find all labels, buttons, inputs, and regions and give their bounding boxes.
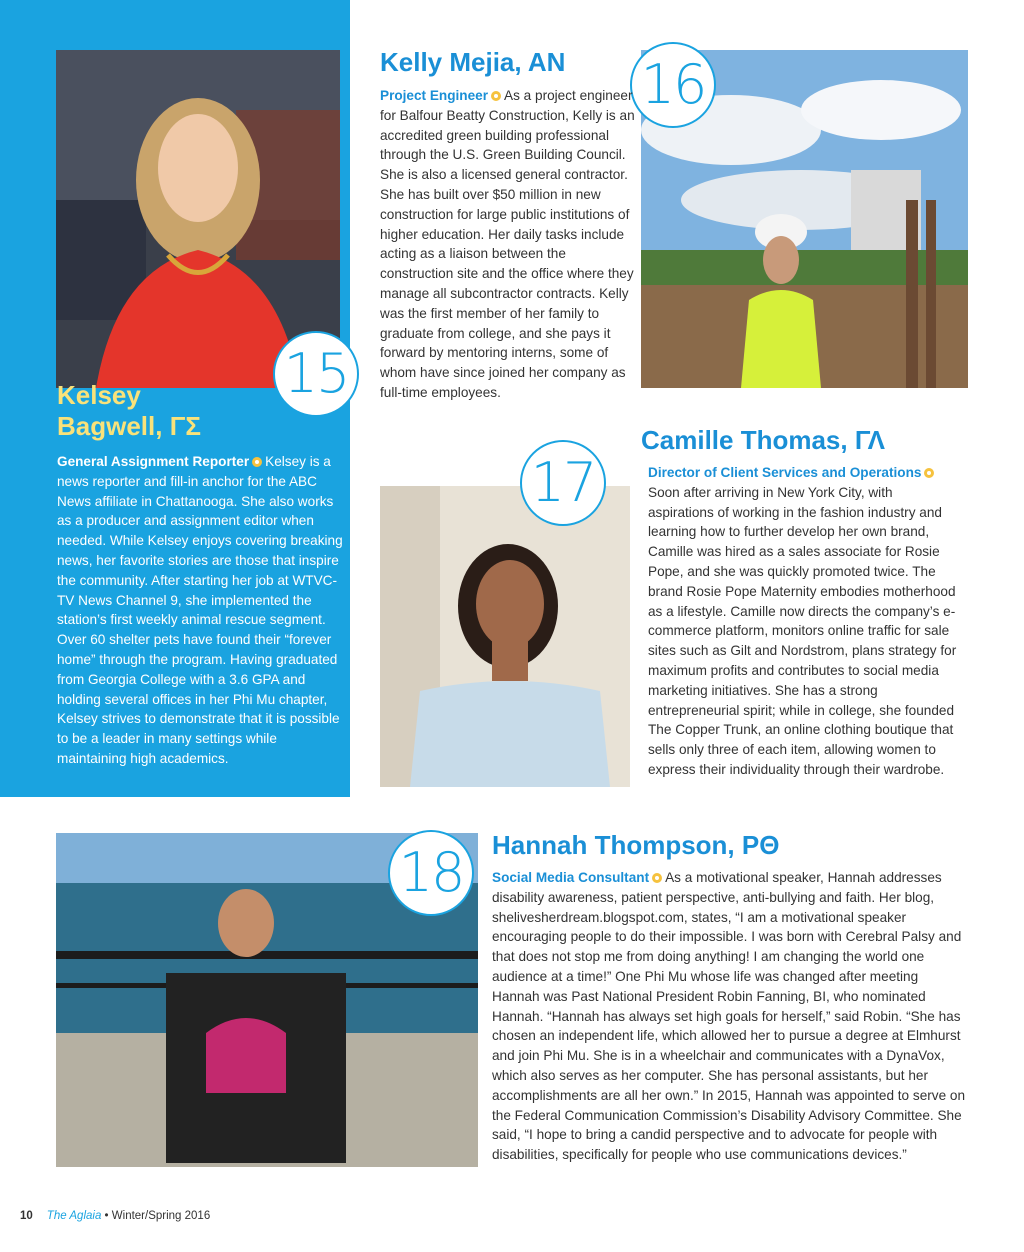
job-title: Director of Client Services and Operations xyxy=(648,465,922,480)
number-badge-15: 15 xyxy=(273,331,359,417)
job-title: Social Media Consultant xyxy=(492,870,650,885)
number-badge-16: 16 xyxy=(630,42,716,128)
issue-label: Winter/Spring 2016 xyxy=(111,1210,211,1222)
job-title: Project Engineer xyxy=(380,88,489,103)
profile-name-hannah: Hannah Thompson, PΘ xyxy=(492,830,780,860)
profile-bio-kelsey xyxy=(57,452,347,769)
profile-name-kelsey xyxy=(57,380,201,442)
profile-bio-camille xyxy=(648,463,962,780)
bio-text: Soon after arriving in New York City, with aspirations of working in the fashion industry and learning how to further develop her own brand, Camille was hired as a sales associate for Rosie Pope, and she was quickly promoted twice. The brand Rosie Pope Maternity embodies motherhood as a lifestyle. Camille now directs the company’s e-commerce platform, monitors online traffic for sale sites such as Gilt and Nordstrom, plans strategy for maximum profits and contributes to social media marketing initiatives. She has a strong entrepreneurial spirit; while in college, she founded The Copper Trunk, an online clothing boutique that sells only three of each item, allowing women to express their individuality through their wardrobe. xyxy=(648,484,957,777)
bio-text: Kelsey is a news reporter and fill-in anchor for the ABC News affiliate in Chattanooga. She also works as a producer and assignment editor when needed. While Kelsey enjoys covering breaking news, her favorite stories are those that inspire the community. After starting her job at WTVC-TV News Channel 9, she implemented the station’s first weekly animal rescue segment. Over 60 shelter pets have found their “forever home” through the program. Having graduated from Georgia College with a 3.6 GPA and holding several offices in her Phi Mu chapter, Kelsey strives to demonstrate that it is possible to be a leader in many settings while maintaining high academics. xyxy=(57,454,343,766)
profile-name-camille: Camille Thomas, ΓΛ xyxy=(641,425,885,455)
bullet-icon xyxy=(252,457,262,467)
profile-name-kelly: Kelly Mejia, AN xyxy=(380,47,566,77)
job-title: General Assignment Reporter xyxy=(57,454,250,469)
name-line-2: Bagwell, ΓΣ xyxy=(57,411,201,442)
name-line-1: Kelsey xyxy=(57,380,141,410)
number-badge-17: 17 xyxy=(520,440,606,526)
number-badge-18: 18 xyxy=(388,830,474,916)
bullet-icon xyxy=(652,873,662,883)
profile-bio-hannah xyxy=(492,868,966,1165)
page-footer xyxy=(20,1210,210,1222)
profile-bio-kelly xyxy=(380,86,635,403)
footer-separator: • xyxy=(101,1210,112,1222)
bio-text: As a project engineer for Balfour Beatty Construction, Kelly is an accredited green building professional through the U.S. Green Building Council. She is also a licensed general contractor. She has built over $50 million in new construction for large public institutions of higher education. Her daily tasks include acting as a liaison between the construction site and the office where they manage all subcontractor contracts. Kelly was the first member of her family to graduate from college, and she pays it forward by mentoring interns, some of whom have since joined her company as full-time employees. xyxy=(380,88,635,400)
bullet-icon xyxy=(924,468,934,478)
bullet-icon xyxy=(491,91,501,101)
bio-text: As a motivational speaker, Hannah addresses disability awareness, patient perspective, anti-bullying and faith. Her blog, shelivesherdream.blogspot.com, states, “I am a motivational speaker encouraging people to do their impossible. I was born with Cerebral Palsy and that does not stop me from doing anything! I am changing the world one audience at a time!” One Phi Mu whose life was changed after meeting Hannah was Past National President Robin Fanning, BI, who nominated Hannah. “Hannah has always set high goals for herself,” said Robin. “She has chosen an independent life, which allowed her to pursue a degree at Elmhurst and join Phi Mu. She is in a wheelchair and communicates with a DynaVox, which also serves as her computer. She has personal assistants, but her accomplishments are all her own.” In 2015, Hannah was appointed to serve on the Federal Communication Commission’s Disability Advisory Committee. She said, “I hope to bring a candid perspective and to advocate for people with disabilities, specifically for people who use communications devices.” xyxy=(492,870,966,1163)
page-number: 10 xyxy=(20,1210,33,1222)
magazine-name: The Aglaia xyxy=(46,1210,102,1222)
photo-camille-thomas xyxy=(380,486,630,787)
